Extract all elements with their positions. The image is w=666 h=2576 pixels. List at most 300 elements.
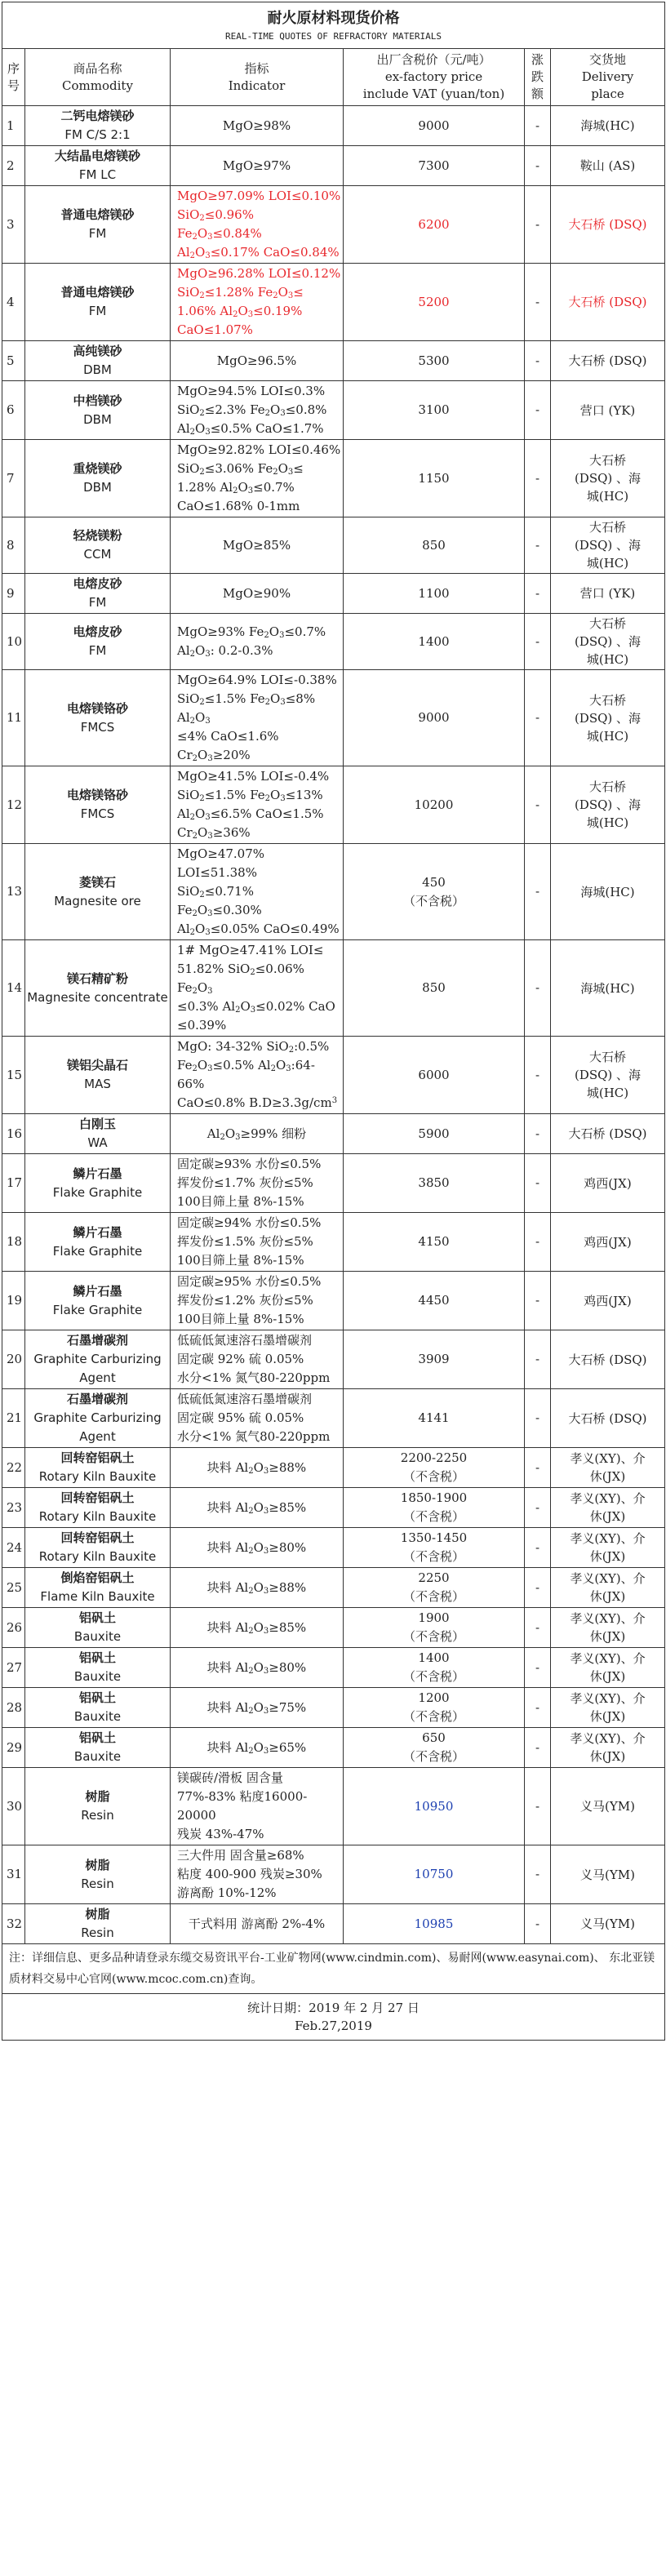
- indicator-line: MgO≥96.5%: [216, 353, 297, 368]
- price-value: 3909: [418, 1352, 450, 1366]
- price-cell: [344, 1114, 525, 1154]
- indicator-line: MgO≥98%: [222, 118, 291, 133]
- delivery-place-line: 孝义(XY)、介: [570, 1491, 646, 1506]
- price-value: 5300: [418, 353, 450, 368]
- commodity-cell: [25, 517, 171, 574]
- indicator-line: SiO$_2$≤0.71% $Fe_2O_3\le 0.30\%$: [177, 884, 262, 918]
- table-row: [2, 186, 665, 264]
- delivery-place-cell: [551, 1528, 665, 1568]
- commodity-name-en: DBM: [83, 411, 112, 427]
- change-cell: -: [525, 614, 551, 670]
- row-number: 6: [2, 381, 25, 440]
- change-cell: -: [525, 341, 551, 381]
- price-cell: [344, 1728, 525, 1768]
- price-cell: [344, 1688, 525, 1728]
- delivery-place-line: (DSQ) 、海: [574, 710, 642, 726]
- change-cell: -: [525, 1568, 551, 1608]
- commodity-name-en: FM LC: [78, 167, 117, 182]
- delivery-place-line: 大石桥 (DSQ): [568, 295, 647, 309]
- commodity-name-cn: 重烧镁砂: [73, 461, 122, 476]
- price-value: 1850-1900: [400, 1490, 468, 1505]
- indicator-line: 块料 $Al_2O_3\ge 85\%$: [206, 1499, 307, 1516]
- indicator-line: 水分<1% 氮气80-220ppm: [177, 1370, 331, 1385]
- price-value: 10950: [414, 1798, 454, 1814]
- price-cell: [344, 1389, 525, 1448]
- table-body: [2, 106, 665, 1944]
- table-row: [2, 1608, 665, 1648]
- indicator-line: 块料 $Al_2O_3\ge 75\%$: [206, 1699, 307, 1716]
- commodity-name-cn: 普通电熔镁砂: [60, 285, 135, 300]
- price-note: （不含税）: [402, 1509, 464, 1524]
- delivery-place-line: 义马(YM): [580, 1867, 635, 1882]
- commodity-name-en: Rotary Kiln Bauxite: [38, 1509, 157, 1524]
- delivery-place-cell: [551, 1728, 665, 1768]
- price-cell: [344, 766, 525, 844]
- indicator-cell: [171, 670, 344, 766]
- commodity-name-en: Bauxite: [73, 1629, 122, 1644]
- indicator-line: 77%-83% 粘度16000-20000: [177, 1789, 308, 1823]
- table-row: [2, 381, 665, 440]
- delivery-place-line: 城(HC): [586, 728, 629, 744]
- commodity-name-en: FM: [88, 595, 107, 610]
- delivery-place-line: 孝义(XY)、介: [570, 1531, 646, 1546]
- commodity-name-cn: 铝矾土: [78, 1610, 116, 1625]
- stat-date-en: Feb.27,2019: [295, 2019, 372, 2033]
- commodity-name-cn: 铝矾土: [78, 1730, 116, 1745]
- commodity-name-en: Flake Graphite: [52, 1302, 143, 1317]
- price-cell: [344, 1330, 525, 1389]
- indicator-line: $Al_2O_3$: 0.2-0.3%: [177, 643, 273, 659]
- indicator-line: 水分<1% 氮气80-220ppm: [177, 1429, 331, 1444]
- indicator-line: 挥发份≤1.7% 灰份≤5%: [177, 1175, 313, 1190]
- commodity-name-cn: 中档镁砂: [73, 393, 122, 408]
- row-number: 4: [2, 264, 25, 341]
- change-cell: -: [525, 264, 551, 341]
- change-cell: -: [525, 1114, 551, 1154]
- indicator-line: 低硫低氮速溶石墨增碳剂: [177, 1392, 313, 1406]
- table-row: [2, 1154, 665, 1213]
- commodity-name-cn: 鳞片石墨: [73, 1166, 122, 1181]
- commodity-cell: [25, 940, 171, 1037]
- indicator-line: 100目筛上量 8%-15%: [177, 1312, 304, 1326]
- commodity-cell: [25, 1213, 171, 1272]
- price-value: 1400: [418, 1650, 450, 1665]
- price-cell: [344, 614, 525, 670]
- table-row: [2, 574, 665, 614]
- change-cell: -: [525, 1904, 551, 1944]
- delivery-place-cell: [551, 1845, 665, 1904]
- change-cell: -: [525, 186, 551, 264]
- price-cell: [344, 381, 525, 440]
- indicator-cell: [171, 1037, 344, 1114]
- change-cell: -: [525, 146, 551, 186]
- indicator-line: 100目筛上量 8%-15%: [177, 1253, 304, 1268]
- price-cell: [344, 1213, 525, 1272]
- change-cell: -: [525, 440, 551, 517]
- commodity-name-cn: 石墨增碳剂: [66, 1333, 128, 1348]
- indicator-line: MgO≥85%: [222, 537, 291, 553]
- commodity-name-en: Graphite Carburizing Agent: [33, 1410, 162, 1444]
- commodity-name-en: Resin: [81, 1925, 114, 1940]
- commodity-cell: [25, 341, 171, 381]
- indicator-line: MgO≥97%: [222, 158, 291, 173]
- table-row: [2, 1768, 665, 1845]
- price-value: 6000: [418, 1067, 450, 1082]
- indicator-cell: [171, 186, 344, 264]
- indicator-cell: [171, 1330, 344, 1389]
- commodity-name-en: Resin: [81, 1808, 114, 1823]
- table-row: [2, 341, 665, 381]
- indicator-line: CaO≤0.8% $B.D\ge 3.3g/cm^3$: [177, 1095, 338, 1110]
- table-header: [2, 49, 665, 106]
- indicator-line: 块料 $Al_2O_3\ge 88\%$: [206, 1579, 307, 1596]
- price-note: （不含税）: [402, 1469, 464, 1484]
- commodity-cell: [25, 146, 171, 186]
- price-cell: [344, 1648, 525, 1688]
- table-row: [2, 766, 665, 844]
- header-commodity: 商品名称 Commodity: [25, 49, 171, 106]
- price-cell: [344, 1488, 525, 1528]
- row-number: 12: [2, 766, 25, 844]
- delivery-place-line: 鸡西(JX): [584, 1293, 632, 1308]
- price-cell: [344, 1768, 525, 1845]
- stat-date-cn: 统计日期：2019 年 2 月 27 日: [247, 2001, 420, 2015]
- indicator-line: MgO≥97.09% LOI≤0.10%: [177, 189, 341, 203]
- indicator-line: 51.82% SiO$_2$≤0.06% $Fe_2O_3$: [177, 962, 304, 996]
- commodity-name-en: Flake Graphite: [52, 1243, 143, 1259]
- delivery-place-cell: [551, 1648, 665, 1688]
- page-title: 耐火原材料现货价格: [267, 10, 400, 27]
- header-indicator: 指标 Indicator: [171, 49, 344, 106]
- price-note: （不含税）: [402, 1589, 464, 1604]
- row-number: 15: [2, 1037, 25, 1114]
- commodity-name-cn: 倒焰窑铝矾土: [60, 1570, 135, 1585]
- commodity-name-en: MAS: [84, 1077, 111, 1091]
- commodity-name-cn: 镁铝尖晶石: [66, 1058, 128, 1073]
- commodity-cell: [25, 186, 171, 264]
- table-row: [2, 517, 665, 574]
- delivery-place-line: 海城(HC): [580, 118, 635, 133]
- table-row: [2, 1213, 665, 1272]
- table-row: [2, 146, 665, 186]
- delivery-place-cell: [551, 381, 665, 440]
- indicator-line: 挥发份≤1.2% 灰份≤5%: [177, 1293, 313, 1308]
- price-value: 5200: [418, 294, 450, 309]
- delivery-place-line: 休(JX): [589, 1549, 626, 1564]
- change-cell: -: [525, 1688, 551, 1728]
- commodity-name-cn: 回转窑铝矾土: [60, 1530, 135, 1545]
- commodity-name-cn: 回转窑铝矾土: [60, 1490, 135, 1505]
- table-row: [2, 670, 665, 766]
- indicator-cell: [171, 940, 344, 1037]
- price-value: 650: [422, 1730, 446, 1745]
- commodity-name-en: FM: [88, 304, 107, 318]
- delivery-place-line: 休(JX): [589, 1509, 626, 1524]
- change-cell: -: [525, 574, 551, 614]
- commodity-name-en: FMCS: [80, 806, 115, 821]
- indicator-line: $Cr_2O_3\ge 36\%$: [177, 825, 251, 841]
- indicator-cell: [171, 264, 344, 341]
- delivery-place-line: 休(JX): [589, 1629, 626, 1644]
- indicator-cell: [171, 614, 344, 670]
- row-number: 21: [2, 1389, 25, 1448]
- commodity-cell: [25, 1728, 171, 1768]
- indicator-line: CaO≤1.68% 0-1mm: [177, 499, 300, 513]
- commodity-name-cn: 电熔镁铬砂: [66, 788, 128, 802]
- table-row: [2, 106, 665, 146]
- indicator-line: 块料 $Al_2O_3\ge 80\%$: [206, 1659, 307, 1676]
- indicator-cell: [171, 1904, 344, 1944]
- price-cell: [344, 517, 525, 574]
- delivery-place-line: 孝义(XY)、介: [570, 1731, 646, 1746]
- delivery-place-line: 孝义(XY)、介: [570, 1571, 646, 1586]
- change-cell: -: [525, 517, 551, 574]
- commodity-cell: [25, 1845, 171, 1904]
- delivery-place-cell: [551, 517, 665, 574]
- indicator-cell: [171, 1648, 344, 1688]
- delivery-place-line: 大石桥: [588, 520, 626, 535]
- change-cell: -: [525, 940, 551, 1037]
- indicator-line: $Al_2O_3\le 0.17\%$ CaO≤0.84%: [177, 245, 340, 260]
- table-row: [2, 1528, 665, 1568]
- price-cell: [344, 1528, 525, 1568]
- row-number: 23: [2, 1488, 25, 1528]
- change-cell: -: [525, 1845, 551, 1904]
- price-cell: [344, 440, 525, 517]
- indicator-line: MgO≥96.28% LOI≤0.12%: [177, 266, 341, 281]
- indicator-line: MgO≥94.5% LOI≤0.3%: [177, 384, 326, 398]
- delivery-place-cell: [551, 940, 665, 1037]
- delivery-place-line: 鸡西(JX): [584, 1175, 632, 1191]
- price-value: 2250: [418, 1570, 450, 1585]
- delivery-place-line: 鞍山 (AS): [579, 158, 636, 173]
- delivery-place-line: 大石桥: [588, 692, 626, 708]
- delivery-place-cell: [551, 1904, 665, 1944]
- row-number: 26: [2, 1608, 25, 1648]
- commodity-name-cn: 铝矾土: [78, 1690, 116, 1705]
- row-number: 16: [2, 1114, 25, 1154]
- delivery-place-line: 休(JX): [589, 1589, 626, 1604]
- commodity-cell: [25, 1448, 171, 1488]
- row-number: 24: [2, 1528, 25, 1568]
- indicator-line: 块料 $Al_2O_3\ge 85\%$: [206, 1619, 307, 1636]
- price-value: 5900: [418, 1126, 450, 1141]
- indicator-line: 1# MgO≥47.41% LOI≤: [177, 943, 324, 957]
- indicator-line: 游离酚 10%-12%: [177, 1885, 277, 1900]
- delivery-place-line: 休(JX): [589, 1669, 626, 1684]
- commodity-cell: [25, 574, 171, 614]
- indicator-cell: [171, 1568, 344, 1608]
- delivery-place-line: 大石桥: [588, 453, 626, 468]
- row-number: 7: [2, 440, 25, 517]
- price-cell: [344, 341, 525, 381]
- price-sheet: [2, 2, 664, 2041]
- indicator-cell: [171, 517, 344, 574]
- price-value: 850: [422, 980, 446, 995]
- row-number: 2: [2, 146, 25, 186]
- delivery-place-line: 营口 (YK): [579, 402, 636, 418]
- table-row: [2, 1648, 665, 1688]
- price-value: 4450: [418, 1293, 450, 1308]
- indicator-line: 固定碳 95% 硫 0.05%: [177, 1410, 304, 1425]
- change-cell: -: [525, 106, 551, 146]
- indicator-line: 固定碳≥94% 水份≤0.5%: [177, 1215, 322, 1230]
- price-cell: [344, 264, 525, 341]
- price-cell: [344, 1904, 525, 1944]
- indicator-line: 块料 $Al_2O_3\ge 80\%$: [206, 1539, 307, 1556]
- indicator-line: SiO$_2$≤2.3% $Fe_2O_3\le 0.8\%$: [177, 402, 327, 418]
- change-cell: -: [525, 381, 551, 440]
- commodity-cell: [25, 1688, 171, 1728]
- commodity-name-cn: 树脂: [85, 1907, 110, 1921]
- commodity-name-en: Rotary Kiln Bauxite: [38, 1549, 157, 1564]
- delivery-place-line: 孝义(XY)、介: [570, 1691, 646, 1706]
- commodity-name-cn: 树脂: [85, 1789, 110, 1804]
- delivery-place-line: (DSQ) 、海: [574, 634, 642, 649]
- price-value: 1350-1450: [400, 1530, 468, 1545]
- commodity-name-en: Flame Kiln Bauxite: [40, 1589, 155, 1604]
- delivery-place-cell: [551, 186, 665, 264]
- change-cell: -: [525, 1389, 551, 1448]
- change-cell: -: [525, 1037, 551, 1114]
- indicator-line: SiO$_2$≤1.5% $Fe_2O_3\le 8\%$ $Al_2O_3$: [177, 691, 316, 726]
- table-row: [2, 1114, 665, 1154]
- delivery-place-line: 营口 (YK): [579, 586, 636, 601]
- price-value: 4150: [418, 1234, 450, 1249]
- indicator-line: CaO≤1.07%: [177, 322, 253, 337]
- commodity-cell: [25, 1608, 171, 1648]
- delivery-place-line: 大石桥 (DSQ): [568, 1352, 647, 1367]
- indicator-line: 三大件用 固含量≥68%: [177, 1848, 304, 1863]
- indicator-cell: [171, 1272, 344, 1330]
- commodity-cell: [25, 1037, 171, 1114]
- delivery-place-cell: [551, 106, 665, 146]
- table-row: [2, 1330, 665, 1389]
- delivery-place-cell: [551, 1448, 665, 1488]
- delivery-place-line: 休(JX): [589, 1749, 626, 1764]
- delivery-place-line: 孝义(XY)、介: [570, 1651, 646, 1666]
- delivery-place-cell: [551, 670, 665, 766]
- commodity-name-en: FM C/S 2:1: [64, 127, 131, 142]
- change-cell: -: [525, 1213, 551, 1272]
- change-cell: -: [525, 1728, 551, 1768]
- price-value: 10750: [414, 1867, 454, 1881]
- price-value: 1400: [418, 633, 450, 649]
- price-cell: [344, 186, 525, 264]
- price-note: （不含税）: [402, 1669, 464, 1684]
- indicator-line: 镁碳砖/滑板 固含量: [177, 1770, 283, 1785]
- indicator-line: MgO≥90%: [222, 585, 291, 601]
- header-place: 交货地 Delivery place: [551, 49, 665, 106]
- row-number: 29: [2, 1728, 25, 1768]
- table-row: [2, 1488, 665, 1528]
- price-note: （不含税）: [402, 1709, 464, 1724]
- delivery-place-line: 孝义(XY)、介: [570, 1611, 646, 1626]
- delivery-place-cell: [551, 264, 665, 341]
- row-number: 19: [2, 1272, 25, 1330]
- commodity-cell: [25, 1114, 171, 1154]
- indicator-cell: [171, 1608, 344, 1648]
- indicator-line: $Al_2O_3\le 0.5\%$ CaO≤1.7%: [177, 421, 324, 437]
- indicator-cell: [171, 146, 344, 186]
- table-row: [2, 1688, 665, 1728]
- change-cell: -: [525, 766, 551, 844]
- commodity-name-en: FM: [88, 226, 107, 241]
- price-value: 1200: [418, 1690, 450, 1705]
- header-change: 涨 跌 额: [525, 49, 551, 106]
- commodity-name-en: Magnesite concentrate: [27, 989, 168, 1005]
- price-value: 1150: [418, 470, 450, 486]
- indicator-line: SiO$_2$≤1.28% $Fe_2O_3\le$: [177, 285, 304, 300]
- change-cell: -: [525, 670, 551, 766]
- commodity-name-cn: 石墨增碳剂: [66, 1392, 128, 1406]
- indicator-line: SiO$_2$≤3.06% $Fe_2O_3\le$: [177, 461, 304, 477]
- commodity-name-en: Magnesite ore: [54, 893, 141, 908]
- commodity-name-cn: 电熔皮砂: [73, 624, 122, 639]
- price-note: （不含税）: [402, 1629, 464, 1644]
- price-cell: [344, 1608, 525, 1648]
- indicator-line: ≤0.3% $Al_2O_3\le 0.02\%$ CaO: [177, 999, 335, 1015]
- price-note: （不含税）: [402, 1549, 464, 1564]
- delivery-place-line: 鸡西(JX): [584, 1234, 632, 1250]
- indicator-line: $Al_2O_3\ge 99\%$ 细粉: [206, 1126, 307, 1142]
- commodity-name-cn: 回转窑铝矾土: [60, 1450, 135, 1465]
- indicator-line: 块料 $Al_2O_3\ge 65\%$: [206, 1739, 307, 1756]
- price-note: （不含税）: [402, 1749, 464, 1764]
- delivery-place-cell: [551, 1114, 665, 1154]
- delivery-place-line: (DSQ) 、海: [574, 1068, 642, 1082]
- change-cell: -: [525, 1330, 551, 1389]
- commodity-cell: [25, 1904, 171, 1944]
- change-cell: -: [525, 1768, 551, 1845]
- indicator-line: MgO: 34-32% SiO$_2$:0.5%: [177, 1039, 330, 1055]
- delivery-place-line: 城(HC): [586, 1086, 629, 1100]
- table-row: [2, 264, 665, 341]
- row-number: 30: [2, 1768, 25, 1845]
- indicator-cell: [171, 766, 344, 844]
- delivery-place-line: 城(HC): [586, 556, 629, 571]
- page-subtitle: REAL-TIME QUOTES OF REFRACTORY MATERIALS: [225, 31, 442, 42]
- table-row: [2, 1037, 665, 1114]
- indicator-cell: [171, 381, 344, 440]
- commodity-name-en: FM: [88, 643, 107, 658]
- commodity-name-cn: 菱镁石: [78, 874, 116, 890]
- indicator-line: 干式料用 游离酚 2%-4%: [188, 1916, 326, 1931]
- delivery-place-line: 休(JX): [589, 1469, 626, 1484]
- delivery-place-cell: [551, 1330, 665, 1389]
- table-row: [2, 1272, 665, 1330]
- row-number: 10: [2, 614, 25, 670]
- price-value: 6200: [418, 216, 450, 232]
- row-number: 17: [2, 1154, 25, 1213]
- delivery-place-cell: [551, 1608, 665, 1648]
- commodity-cell: [25, 381, 171, 440]
- indicator-line: $Fe_2O_3\le 0.5\%$ $Al_2O_3:64-66\%$: [177, 1058, 315, 1091]
- price-cell: [344, 844, 525, 940]
- indicator-line: MgO≥64.9% LOI≤-0.38%: [177, 673, 337, 687]
- footnote: 注：详细信息、更多品种请登录东缆交易资讯平台-工业矿物网(www.cindmin.com)、易耐网(www.easynai.com)、 东北亚镁质材料交易中心官网(www.mcoc.com.cn)查询。: [2, 1944, 665, 1994]
- indicator-line: 低硫低氮速溶石墨增碳剂: [177, 1333, 313, 1348]
- indicator-line: ≤4% CaO≤1.6% $Cr_2O_3\ge 20\%$: [177, 729, 279, 763]
- change-cell: -: [525, 1448, 551, 1488]
- price-table: [2, 2, 665, 2041]
- row-number: 25: [2, 1568, 25, 1608]
- commodity-name-cn: 铝矾土: [78, 1650, 116, 1665]
- delivery-place-cell: [551, 1688, 665, 1728]
- indicator-line: SiO$_2$≤0.96% $Fe_2O_3\le 0.84\%$: [177, 207, 262, 242]
- table-row: [2, 1904, 665, 1944]
- price-value: 850: [422, 537, 446, 553]
